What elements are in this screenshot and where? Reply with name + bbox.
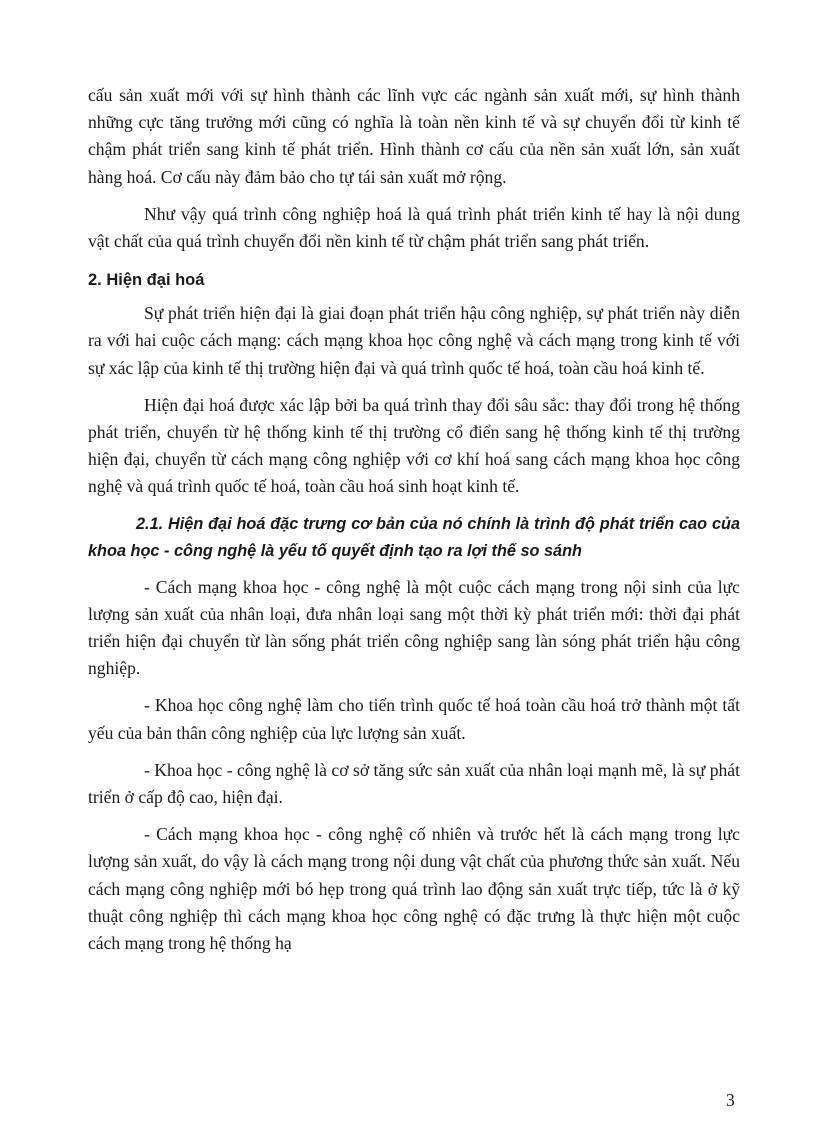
paragraph-bullet-revolution: - Cách mạng khoa học - công nghệ là một cuộc cách mạng trong nội sinh của lực lượng sản xuất của nhân loại, đưa nhân loại sang một thời kỳ phát triển mới: thời đại phát triển hiện đại chuyển từ làn sống phát triển công nghiệp sang làn sóng phát triển hậu công nghiệp. xyxy=(88,576,740,679)
paragraph-modernization-processes: Hiện đại hoá được xác lập bởi ba quá trình thay đổi sâu sắc: thay đổi trong hệ thống phát triển, chuyển từ hệ thống kinh tế thị trường cổ điển sang hệ thống kinh tế thị trường hiện đại, chuyển từ cách mạng công nghiệp với cơ khí hoá sang cách mạng khoa học công nghệ và quá trình quốc tế hoá, toàn cầu hoá sinh hoạt kinh tế. xyxy=(88,394,740,497)
paragraph-continuation: cấu sản xuất mới với sự hình thành các lĩnh vực các ngành sản xuất mới, sự hình thành những cực tăng trưởng mới cũng có nghĩa là toàn nền kinh tế và sự chuyển đổi từ kinh tế chậm phát triển sang kinh tế phát triển. Hình thành cơ cấu của nền sản xuất lớn, sản xuất hàng hoá. Cơ cấu này đảm bảo cho tự tái sản xuất mở rộng. xyxy=(88,85,740,187)
paragraph-industrialization-summary: Như vậy quá trình công nghiệp hoá là quá trình phát triển kinh tế hay là nội dung vật chất của quá trình chuyển đổi nền kinh tế từ chậm phát triển sang phát triển. xyxy=(88,203,740,252)
paragraph-bullet-production-forces: - Cách mạng khoa học - công nghệ cố nhiên và trước hết là cách mạng trong lực lượng sản xuất, do vậy là cách mạng trong nội dung vật chất của phương thức sản xuất. Nếu cách mạng công nghiệp mới bó hẹp trong quá trình lao động sản xuất trực tiếp, tức là ở kỹ thuật công nghiệp thì cách mạng khoa học công nghệ có đặc trưng là thực hiện một cuộc cách mạng trong hệ thống hạ xyxy=(88,824,740,954)
paragraph-bullet-globalization: - Khoa học công nghệ làm cho tiến trình quốc tế hoá toàn cầu hoá trở thành một tất yếu của bản thân công nghiệp của lực lượng sản xuất. xyxy=(88,695,740,743)
document-page xyxy=(88,82,740,957)
page-number: 3 xyxy=(726,1090,735,1110)
section-heading-modernization: 2. Hiện đại hoá xyxy=(88,271,205,290)
paragraph-modern-development: Sự phát triển hiện đại là giai đoạn phát triển hậu công nghiệp, sự phát triển này diễn ra với hai cuộc cách mạng: cách mạng khoa học công nghệ và cách mạng trong kinh tế với sự xác lập của kinh tế thị trường hiện đại và quá trình quốc tế hoá, toàn cầu hoá kinh tế. xyxy=(88,303,740,378)
subsection-heading-2-1: 2.1. Hiện đại hoá đặc trưng cơ bản của nó chính là trình độ phát triển cao của khoa học - công nghệ là yếu tố quyết định tạo ra lợi thế so sánh xyxy=(88,514,740,561)
paragraph-bullet-productivity: - Khoa học - công nghệ là cơ sở tăng sức sản xuất của nhân loại mạnh mẽ, là sự phát triển ở cấp độ cao, hiện đại. xyxy=(88,759,740,808)
